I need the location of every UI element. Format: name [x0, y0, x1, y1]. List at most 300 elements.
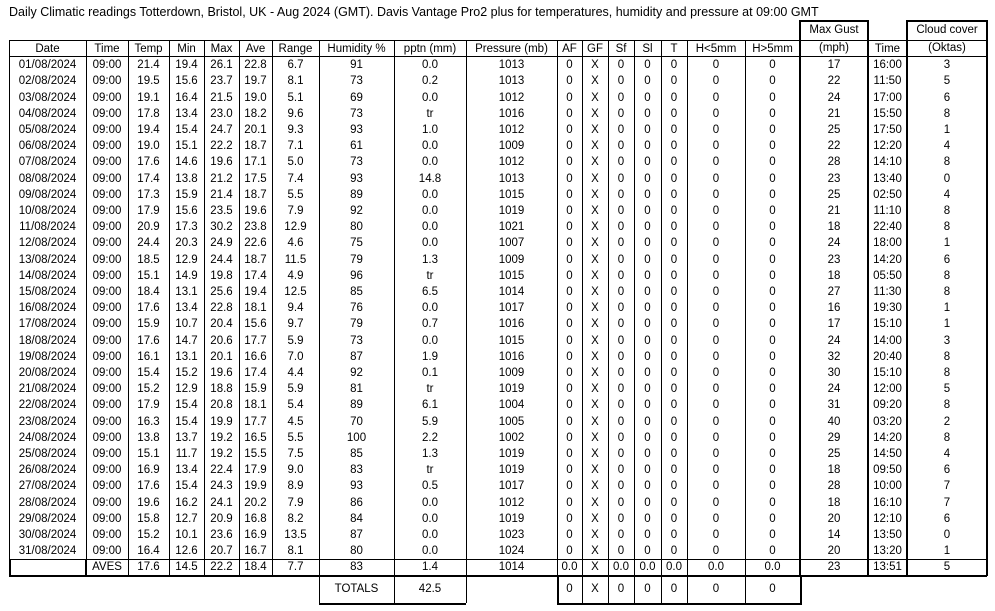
- table-cell: 09:00: [92, 318, 122, 331]
- table-cell: 0: [712, 318, 720, 331]
- table-cell: X: [591, 269, 599, 282]
- table-cell: 23.5: [210, 204, 233, 217]
- table-cell: 1: [943, 123, 951, 136]
- table-cell: 1019: [498, 464, 525, 477]
- column-header: Range: [278, 43, 313, 55]
- table-cell: 61: [350, 140, 363, 153]
- table-cell: 1: [943, 302, 951, 315]
- table-cell: 0: [769, 399, 776, 412]
- table-cell: 23.0: [210, 107, 233, 120]
- table-cell: 01/08/2024: [18, 59, 77, 72]
- table-cell: 1009: [498, 253, 525, 266]
- table-cell: 0: [617, 318, 625, 331]
- table-cell: 1.3: [422, 447, 438, 460]
- table-cell: 0: [769, 188, 776, 201]
- table-cell: 13:40: [873, 172, 902, 185]
- table-cell: 20.9: [210, 512, 233, 525]
- table-cell: 15.6: [175, 204, 198, 217]
- table-cell: 21.5: [210, 91, 233, 104]
- table-cell: 0: [617, 415, 625, 428]
- table-cell: 0: [617, 302, 625, 315]
- table-cell: 7: [943, 480, 951, 493]
- table-cell: X: [591, 545, 599, 558]
- table-cell: 0: [712, 383, 720, 396]
- table-cell: 20.6: [210, 334, 233, 347]
- table-cell: 0: [644, 75, 651, 88]
- column-border: [608, 40, 609, 575]
- table-cell: 20: [827, 512, 841, 525]
- table-cell: 0: [670, 140, 678, 153]
- table-cell: 0: [644, 140, 651, 153]
- table-cell: 09:00: [92, 237, 122, 250]
- table-cell: 0: [617, 399, 625, 412]
- table-cell: 0: [566, 156, 573, 169]
- table-cell: 0: [769, 156, 776, 169]
- table-cell: 0: [712, 480, 720, 493]
- aves-cell: 0.0: [561, 560, 578, 573]
- table-cell: 26/08/2024: [18, 464, 77, 477]
- table-cell: 17.4: [244, 366, 267, 379]
- table-cell: 0: [644, 285, 651, 298]
- table-cell: 22: [827, 140, 841, 153]
- table-cell: 0.0: [422, 512, 438, 525]
- table-cell: 0: [670, 269, 678, 282]
- table-cell: 10/08/2024: [18, 204, 77, 217]
- table-cell: 1009: [498, 366, 525, 379]
- table-cell: 6.1: [422, 399, 438, 412]
- table-cell: 18/08/2024: [18, 334, 77, 347]
- table-cell: X: [591, 204, 599, 217]
- table-cell: 24: [827, 334, 841, 347]
- table-cell: 0: [712, 415, 720, 428]
- table-cell: 0: [644, 464, 651, 477]
- table-cell: 3: [943, 59, 951, 72]
- table-cell: 12:20: [873, 140, 902, 153]
- table-cell: 11:10: [873, 204, 902, 217]
- table-cell: 24: [827, 383, 841, 396]
- table-cell: 15.4: [175, 399, 198, 412]
- table-cell: 8: [943, 269, 951, 282]
- table-cell: 12.6: [175, 545, 198, 558]
- table-cell: 12.9: [284, 221, 307, 234]
- table-cell: 09:00: [92, 415, 122, 428]
- table-cell: 0: [670, 528, 678, 541]
- table-cell: 0: [566, 496, 573, 509]
- table-cell: 8: [943, 350, 951, 363]
- table-cell: 14.8: [418, 172, 442, 185]
- table-cell: X: [591, 59, 599, 72]
- table-cell: 19.4: [244, 285, 267, 298]
- table-cell: 16.9: [137, 464, 160, 477]
- table-cell: 20.8: [210, 399, 233, 412]
- table-cell: 17: [827, 59, 841, 72]
- table-cell: 83: [350, 464, 363, 477]
- table-cell: X: [591, 399, 599, 412]
- table-cell: 20/08/2024: [18, 366, 77, 379]
- table-cell: 7.9: [287, 204, 304, 217]
- table-cell: 0: [566, 253, 573, 266]
- table-cell: 7.1: [287, 140, 304, 153]
- aves-cell: AVES: [92, 560, 122, 573]
- table-cell: 06/08/2024: [18, 140, 77, 153]
- table-cell: 13/08/2024: [18, 253, 77, 266]
- table-cell: 0: [712, 447, 720, 460]
- table-cell: 40: [827, 415, 841, 428]
- table-cell: 16.4: [137, 545, 160, 558]
- table-cell: 8: [943, 204, 951, 217]
- table-cell: 5.4: [287, 399, 304, 412]
- aves-bottom-thick: [9, 575, 987, 577]
- column-border: [239, 40, 240, 575]
- table-cell: 20.1: [244, 123, 267, 136]
- table-cell: 20.7: [210, 545, 233, 558]
- table-cell: 0: [644, 237, 651, 250]
- table-cell: 19.4: [137, 123, 160, 136]
- table-cell: 1: [943, 545, 951, 558]
- table-cell: 15.1: [137, 269, 160, 282]
- table-cell: 0: [712, 285, 720, 298]
- table-cell: 0: [644, 415, 651, 428]
- table-cell: 16:10: [873, 496, 902, 509]
- table-cell: 15/08/2024: [18, 285, 77, 298]
- table-cell: 09:00: [92, 123, 122, 136]
- table-cell: 23.8: [244, 221, 267, 234]
- table-cell: 21.2: [210, 172, 233, 185]
- table-cell: 0: [712, 302, 720, 315]
- table-cell: 25.6: [210, 285, 233, 298]
- table-cell: 09:00: [92, 140, 122, 153]
- table-cell: 73: [350, 107, 363, 120]
- table-cell: 17.8: [137, 107, 160, 120]
- table-cell: 9.4: [287, 302, 304, 315]
- column-border: [86, 40, 87, 575]
- table-cell: 0: [670, 415, 678, 428]
- table-cell: 5.9: [287, 334, 304, 347]
- table-cell: 23.7: [210, 75, 233, 88]
- table-cell: X: [591, 156, 599, 169]
- table-cell: 26.1: [210, 59, 233, 72]
- table-cell: 0: [769, 431, 776, 444]
- table-cell: X: [591, 253, 599, 266]
- aves-cell: 0.0: [666, 560, 682, 573]
- table-cell: 0: [617, 447, 625, 460]
- cloud-cover-unit: (Oktas): [928, 42, 966, 54]
- table-cell: tr: [426, 464, 434, 477]
- table-cell: 15.8: [137, 512, 160, 525]
- table-cell: 8: [943, 285, 951, 298]
- table-cell: 17.9: [244, 464, 267, 477]
- aves-cell: 23: [827, 560, 841, 573]
- table-cell: 0: [712, 172, 720, 185]
- table-cell: 4: [943, 140, 951, 153]
- flags-total-border: [634, 575, 635, 605]
- table-cell: 28: [827, 156, 841, 169]
- table-cell: X: [591, 318, 599, 331]
- column-header: Min: [177, 43, 196, 55]
- table-cell: 0: [644, 59, 651, 72]
- table-cell: 0: [712, 123, 720, 136]
- column-border: [394, 40, 395, 575]
- table-cell: 0: [617, 480, 625, 493]
- gust-box-top: [799, 20, 869, 22]
- table-cell: 20.3: [175, 237, 198, 250]
- table-cell: 0: [644, 480, 651, 493]
- table-cell: 1012: [498, 496, 525, 509]
- table-cell: 0: [644, 399, 651, 412]
- table-cell: 17.4: [244, 269, 267, 282]
- column-border: [272, 40, 273, 575]
- table-cell: 8.1: [287, 75, 304, 88]
- table-cell: 0: [617, 496, 625, 509]
- table-cell: 09:50: [873, 464, 902, 477]
- table-cell: 04/08/2024: [18, 107, 77, 120]
- totals-cell: 0: [617, 582, 625, 595]
- table-cell: 31/08/2024: [18, 545, 77, 558]
- table-cell: 0: [617, 383, 625, 396]
- table-cell: 0: [566, 269, 573, 282]
- table-cell: 14:20: [873, 253, 902, 266]
- table-cell: 14:10: [873, 156, 902, 169]
- table-cell: 6: [943, 512, 951, 525]
- table-cell: 0: [670, 350, 678, 363]
- table-cell: 11.5: [284, 253, 307, 266]
- table-cell: 13.5: [284, 528, 307, 541]
- table-cell: 28/08/2024: [18, 496, 77, 509]
- table-cell: 16:00: [873, 59, 902, 72]
- table-cell: X: [591, 334, 599, 347]
- totals-label: TOTALS: [334, 582, 379, 595]
- table-cell: 0: [769, 545, 776, 558]
- table-cell: 0: [769, 318, 776, 331]
- table-cell: 30: [827, 366, 841, 379]
- table-top-border: [9, 40, 987, 41]
- table-cell: 1024: [498, 545, 525, 558]
- table-cell: 17.6: [137, 156, 160, 169]
- table-cell: 18.7: [244, 140, 267, 153]
- table-cell: 22.2: [210, 140, 233, 153]
- table-cell: 19.0: [244, 91, 267, 104]
- table-cell: 19.0: [137, 140, 160, 153]
- table-cell: 28: [827, 480, 841, 493]
- table-cell: 0: [769, 107, 776, 120]
- table-cell: 09:00: [92, 383, 122, 396]
- table-cell: 15.4: [175, 415, 198, 428]
- table-cell: 23/08/2024: [18, 415, 77, 428]
- table-cell: 17: [827, 318, 841, 331]
- table-cell: 17:50: [873, 123, 902, 136]
- column-header: Date: [35, 43, 60, 55]
- totals-right: [466, 575, 467, 603]
- table-cell: 15.4: [175, 123, 198, 136]
- table-cell: 69: [350, 91, 363, 104]
- table-cell: 24.9: [210, 237, 233, 250]
- column-header: T: [670, 43, 678, 55]
- table-cell: 0: [670, 545, 678, 558]
- table-cell: 09:00: [92, 269, 122, 282]
- table-cell: 19.1: [137, 91, 160, 104]
- table-cell: 24.3: [210, 480, 233, 493]
- table-cell: 0: [670, 107, 678, 120]
- table-cell: 15:10: [873, 318, 902, 331]
- table-cell: 8.2: [287, 512, 304, 525]
- table-cell: 09:00: [92, 172, 122, 185]
- table-cell: 0: [670, 59, 678, 72]
- table-cell: 8: [943, 156, 951, 169]
- table-cell: 0: [566, 204, 573, 217]
- table-cell: 0: [617, 545, 625, 558]
- gust-box-left: [799, 20, 801, 576]
- table-cell: 15.9: [175, 188, 198, 201]
- table-cell: 0: [617, 269, 625, 282]
- table-cell: 6: [943, 253, 951, 266]
- table-cell: 73: [350, 334, 363, 347]
- table-cell: 0: [566, 221, 573, 234]
- table-cell: 0: [644, 156, 651, 169]
- table-cell: 0: [769, 204, 776, 217]
- aves-cell: 0.0: [613, 560, 629, 573]
- table-cell: 0: [566, 237, 573, 250]
- table-cell: 0: [670, 318, 678, 331]
- table-cell: 24.1: [210, 496, 233, 509]
- table-cell: 13.4: [175, 302, 198, 315]
- table-cell: 20:40: [873, 350, 902, 363]
- table-cell: 0: [566, 512, 573, 525]
- table-cell: 1.0: [422, 123, 438, 136]
- table-cell: 12:00: [873, 383, 902, 396]
- flags-total-border: [582, 575, 583, 605]
- table-cell: 16.7: [244, 545, 267, 558]
- column-header: AF: [562, 43, 577, 55]
- column-header: Max: [210, 43, 233, 55]
- max-gust-unit: (mph): [818, 42, 850, 54]
- table-cell: 21.4: [137, 59, 160, 72]
- table-cell: 19:30: [873, 302, 902, 315]
- table-cell: 5.1: [287, 91, 304, 104]
- table-cell: 0: [769, 334, 776, 347]
- table-cell: 17.7: [244, 415, 267, 428]
- table-cell: 0: [943, 172, 951, 185]
- aves-cell: 0.0: [639, 560, 656, 573]
- table-cell: 0: [670, 366, 678, 379]
- table-cell: 70: [350, 415, 363, 428]
- table-cell: 0: [617, 140, 625, 153]
- totals-cell: 0: [712, 582, 720, 595]
- table-cell: 0: [769, 350, 776, 363]
- table-cell: X: [591, 285, 599, 298]
- table-cell: 1004: [498, 399, 525, 412]
- table-cell: 18: [827, 221, 841, 234]
- table-cell: 0: [769, 480, 776, 493]
- table-cell: 19.9: [210, 415, 233, 428]
- table-cell: 0: [769, 366, 776, 379]
- table-cell: 09:00: [92, 59, 122, 72]
- column-border: [169, 40, 170, 575]
- table-cell: 15.1: [175, 140, 198, 153]
- table-cell: 24/08/2024: [18, 431, 77, 444]
- table-cell: 0: [712, 221, 720, 234]
- table-cell: 0: [617, 59, 625, 72]
- table-cell: 0: [769, 237, 776, 250]
- aves-cell: 13:51: [873, 560, 902, 573]
- table-cell: 09:00: [92, 107, 122, 120]
- table-cell: 84: [350, 512, 363, 525]
- table-cell: 0: [670, 237, 678, 250]
- table-cell: 0: [617, 253, 625, 266]
- table-cell: 22: [827, 75, 841, 88]
- table-cell: 85: [350, 447, 363, 460]
- totals-left: [319, 575, 320, 603]
- table-cell: X: [591, 383, 599, 396]
- table-cell: 1016: [498, 107, 525, 120]
- table-cell: 0: [566, 383, 573, 396]
- table-cell: 09:00: [92, 447, 122, 460]
- cloud-box-right: [986, 20, 988, 576]
- table-cell: 0: [617, 107, 625, 120]
- table-cell: 0.0: [422, 496, 438, 509]
- table-cell: 15.2: [137, 528, 160, 541]
- table-cell: 0: [769, 447, 776, 460]
- table-cell: 1021: [498, 221, 525, 234]
- table-cell: 16: [827, 302, 841, 315]
- table-cell: 17.1: [244, 156, 267, 169]
- table-cell: 0: [712, 140, 720, 153]
- table-cell: 09:00: [92, 75, 122, 88]
- table-cell: 0: [769, 528, 776, 541]
- table-cell: 19.6: [244, 204, 267, 217]
- table-cell: 92: [350, 204, 363, 217]
- table-cell: 17.6: [137, 480, 160, 493]
- table-cell: 0: [769, 75, 776, 88]
- table-cell: 0: [617, 172, 625, 185]
- column-border: [661, 40, 662, 575]
- table-cell: 0: [644, 496, 651, 509]
- table-cell: 91: [350, 59, 363, 72]
- table-cell: 17:00: [873, 91, 902, 104]
- table-cell: 22.8: [210, 302, 233, 315]
- table-cell: 1016: [498, 350, 525, 363]
- table-cell: 12.7: [175, 512, 198, 525]
- table-cell: 19.4: [175, 59, 198, 72]
- table-cell: 14:50: [873, 447, 902, 460]
- table-cell: 15.2: [137, 383, 160, 396]
- table-cell: 18.1: [244, 399, 267, 412]
- table-cell: 9.6: [287, 107, 304, 120]
- table-cell: 09:00: [92, 204, 122, 217]
- table-cell: 16.5: [244, 431, 267, 444]
- table-cell: 25: [827, 188, 841, 201]
- table-cell: 89: [350, 188, 363, 201]
- table-cell: 09:00: [92, 221, 122, 234]
- table-cell: 19.9: [244, 480, 267, 493]
- table-cell: 17.5: [244, 172, 267, 185]
- totals-cell: 0: [644, 582, 651, 595]
- table-cell: 15.9: [137, 318, 160, 331]
- table-cell: 0: [769, 302, 776, 315]
- table-cell: 0: [644, 512, 651, 525]
- table-cell: 22.8: [244, 59, 267, 72]
- table-cell: X: [591, 107, 599, 120]
- column-border: [204, 40, 205, 575]
- table-cell: 1016: [498, 318, 525, 331]
- table-cell: 0: [566, 399, 573, 412]
- table-cell: 1007: [498, 237, 525, 250]
- table-cell: 79: [350, 253, 363, 266]
- table-cell: 0: [670, 172, 678, 185]
- table-cell: 0: [566, 447, 573, 460]
- table-cell: 5: [943, 383, 951, 396]
- table-cell: 14.9: [175, 269, 198, 282]
- table-cell: 17.4: [137, 172, 160, 185]
